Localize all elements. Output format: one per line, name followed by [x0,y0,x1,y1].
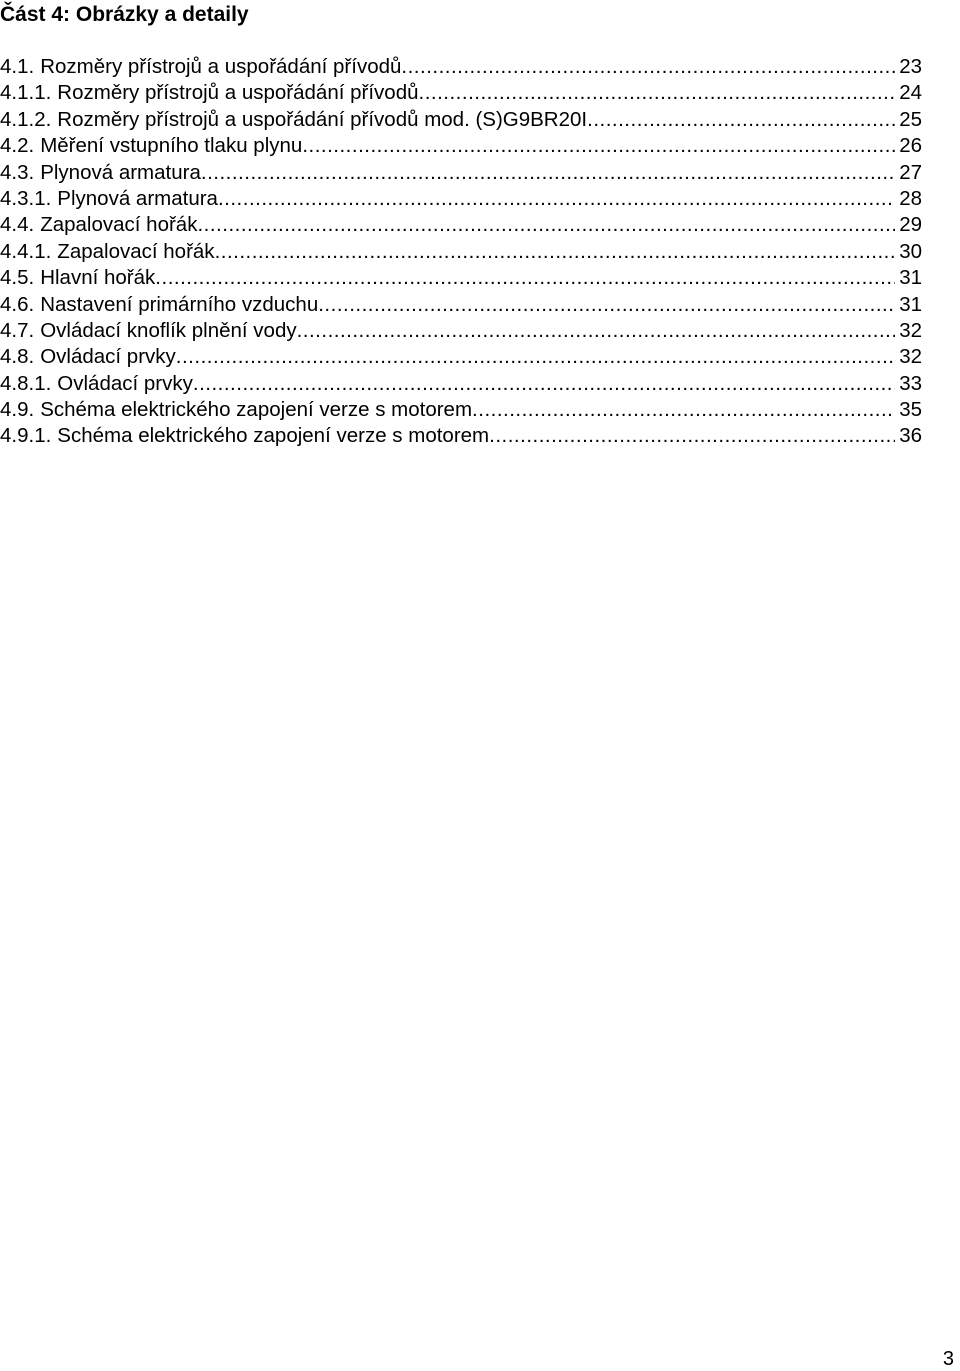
toc-dot-leader [587,107,895,133]
toc-entry-number: 4.7. [0,318,35,342]
toc-entry-number: 4.1.2. [0,107,52,131]
toc-entry-title: Hlavní hořák [40,266,156,290]
toc-entry-title: Schéma elektrického zapojení verze s motorem [40,398,473,422]
toc-entry-title: Ovládací knoflík plnění vody [40,318,297,342]
toc-entry-page: 32 [899,318,922,342]
toc-entry[interactable] [0,344,922,370]
toc-entry[interactable] [0,239,922,265]
toc-entry-page: 24 [899,81,922,105]
toc-dot-leader [215,239,896,265]
toc-entry-number: 4.8. [0,345,35,369]
toc-entry[interactable] [0,265,922,291]
toc-entry-title: Plynová armatura [40,160,201,184]
toc-entry-title: Nastavení primárního vzduchu [40,292,319,316]
toc-entry-page: 31 [899,292,922,316]
toc-entry-page: 32 [899,345,922,369]
toc-dot-leader [318,292,895,318]
toc-entry-title: Plynová armatura [57,186,218,210]
toc-dot-leader [297,318,896,344]
toc-entry-number: 4.9.1. [0,424,52,448]
toc-entry-number: 4.9. [0,398,35,422]
toc-entry-number: 4.4.1. [0,239,52,263]
toc-entry[interactable] [0,160,922,186]
toc-entry-number: 4.3. [0,160,35,184]
toc-entry-page: 23 [899,55,922,78]
toc-entry-page: 30 [899,239,922,263]
toc-entry-title: Ovládací prvky [40,345,176,369]
toc-entry-number: 4.8.1. [0,371,52,395]
toc-entry-page: 27 [899,160,922,184]
toc-entry-page: 25 [899,107,922,131]
toc-dot-leader [218,186,895,212]
toc-entry-page: 31 [899,266,922,290]
toc-entry-number: 4.1.1. [0,81,52,105]
toc-dot-leader [155,265,895,291]
page-number: 3 [942,1348,954,1370]
toc-dot-leader [197,212,895,238]
toc-dot-leader [472,397,895,423]
table-of-contents [0,54,922,450]
toc-entry-page: 29 [899,213,922,237]
toc-entry-page: 33 [899,371,922,395]
toc-entry-number: 4.3.1. [0,186,52,210]
toc-entry-page: 35 [899,398,922,422]
toc-dot-leader [419,80,896,106]
toc-dot-leader [193,371,895,397]
toc-dot-leader [302,133,895,159]
toc-entry-title: Rozměry přístrojů a uspořádání přívodů [57,81,419,105]
toc-entry[interactable] [0,397,922,423]
toc-dot-leader [401,54,895,80]
toc-entry-title: Rozměry přístrojů a uspořádání přívodů [40,55,402,78]
toc-entry-page: 26 [899,134,922,158]
toc-entry-title: Schéma elektrického zapojení verze s motorem [57,424,490,448]
toc-entry-number: 4.4. [0,213,35,237]
toc-entry-number: 4.1. [0,55,35,78]
toc-entry[interactable] [0,80,922,106]
toc-entry[interactable] [0,318,922,344]
toc-dot-leader [201,160,895,186]
toc-entry-title: Měření vstupního tlaku plynu [40,134,303,158]
toc-entry[interactable] [0,423,922,449]
toc-entry[interactable] [0,107,922,133]
toc-dot-leader [176,344,895,370]
toc-entry[interactable] [0,133,922,159]
toc-entry-page: 28 [899,186,922,210]
toc-dot-leader [489,423,895,449]
toc-entry[interactable] [0,186,922,212]
toc-entry-page: 36 [899,424,922,448]
toc-entry-title: Rozměry přístrojů a uspořádání přívodů mod. (S)G9BR20I [57,107,588,131]
toc-entry-title: Zapalovací hořák [57,239,215,263]
toc-entry[interactable] [0,371,922,397]
toc-entry[interactable] [0,54,922,80]
toc-entry[interactable] [0,292,922,318]
toc-entry-number: 4.2. [0,134,35,158]
toc-entry-number: 4.6. [0,292,35,316]
toc-entry-number: 4.5. [0,266,35,290]
toc-entry-title: Zapalovací hořák [40,213,198,237]
toc-entry-title: Ovládací prvky [57,371,193,395]
toc-entry[interactable] [0,212,922,238]
section-heading: Část 4: Obrázky a detaily [0,3,249,26]
